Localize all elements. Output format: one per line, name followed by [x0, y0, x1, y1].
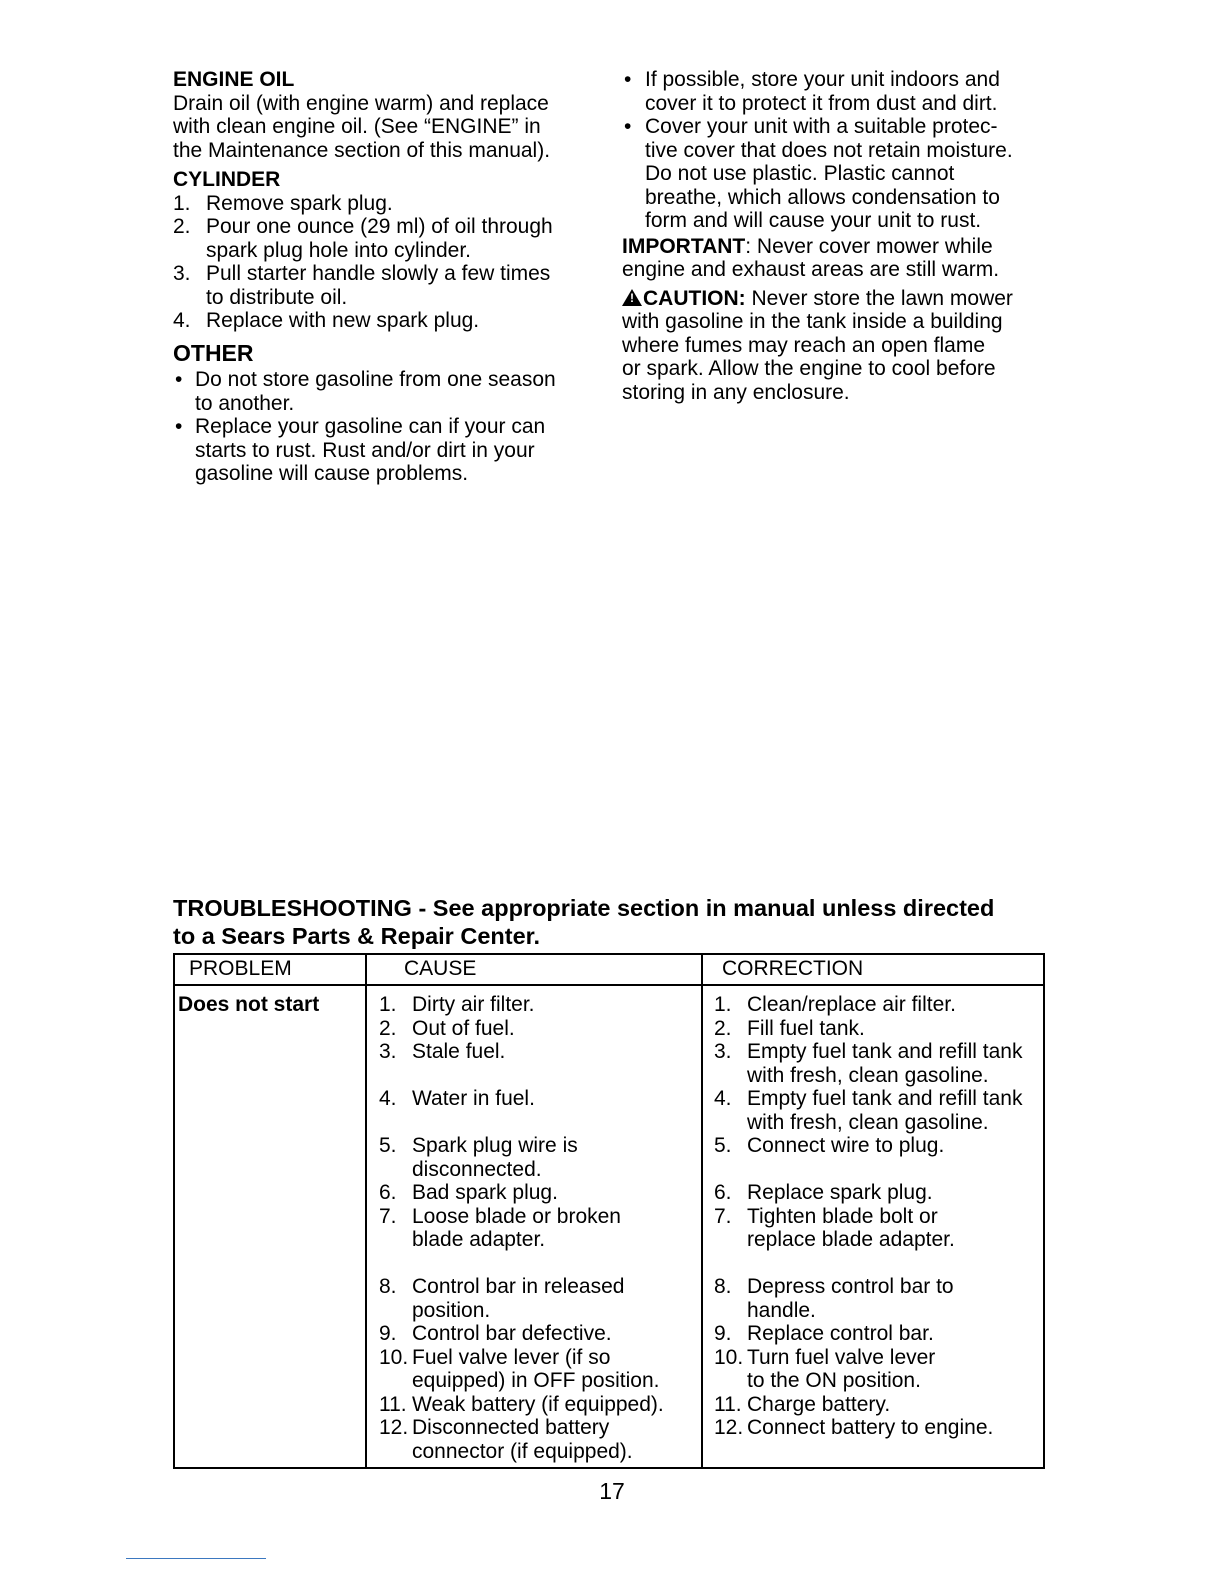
correction-item: 12. Connect battery to engine. [714, 1416, 994, 1439]
cylinder-step: 1. Remove spark plug. [173, 191, 393, 215]
column-divider [365, 955, 367, 1467]
cause-item: 5. Spark plug wire is disconnected. [379, 1134, 578, 1181]
engine-oil-text: Drain oil (with engine warm) and replace with clean engine oil. (See “ENGINE” in the Maintenance section of this manual). [173, 91, 551, 162]
cause-item: 7. Loose blade or broken blade adapter. [379, 1204, 621, 1251]
correction-item: 4. Empty fuel tank and refill tank with fresh, clean gasoline. [714, 1087, 1023, 1134]
cause-item: 10. Fuel valve lever (if so equipped) in OFF position. [379, 1345, 660, 1392]
problem-cell: Does not start [178, 993, 320, 1016]
right-column [622, 68, 1062, 404]
important-note: IMPORTANT: Never cover mower while engine and exhaust areas are still warm. [622, 234, 1000, 281]
cause-item: 11. Weak battery (if equipped). [379, 1392, 664, 1416]
cause-item: 8. Control bar in released position. [379, 1275, 625, 1322]
cylinder-step: 4. Replace with new spark plug. [173, 309, 480, 332]
storage-bullet: • Cover your unit with a suitable protec- tive cover that does not retain moisture. Do not use plastic. Plastic cannot breathe, which allows condensation to form and will cause your unit to rust. [624, 115, 1013, 232]
correction-item: 7. Tighten blade bolt or replace blade adapter. [714, 1204, 955, 1251]
correction-item: 3. Empty fuel tank and refill tank with fresh, clean gasoline. [714, 1040, 1023, 1087]
correction-item: 5. Connect wire to plug. [714, 1134, 945, 1157]
correction-item: 11. Charge battery. [714, 1392, 891, 1416]
header-problem: PROBLEM [189, 957, 292, 980]
header-correction: CORRECTION [722, 957, 864, 980]
other-bullet: • Replace your gasoline can if your can starts to rust. Rust and/or dirt in your gasoline will cause problems. [175, 415, 546, 485]
other-heading: OTHER [173, 339, 254, 366]
footer-rule [126, 1558, 266, 1559]
cause-item: 2. Out of fuel. [379, 1016, 515, 1040]
cylinder-heading: CYLINDER [173, 168, 281, 191]
troubleshooting-table [173, 953, 1045, 1469]
correction-item: 10. Turn fuel valve lever to the ON position. [714, 1345, 936, 1392]
cause-item: 6. Bad spark plug. [379, 1181, 558, 1204]
cause-item: 12. Disconnected battery connector (if equipped). [379, 1416, 633, 1463]
page-number: 17 [599, 1478, 625, 1504]
cause-item: 9. Control bar defective. [379, 1322, 612, 1345]
correction-item: 2. Fill fuel tank. [714, 1016, 865, 1040]
storage-bullet: • If possible, store your unit indoors and cover it to protect it from dust and dirt. [624, 68, 1000, 115]
cause-column [379, 993, 699, 1463]
correction-item: 9. Replace control bar. [714, 1322, 934, 1345]
left-column [173, 68, 593, 486]
correction-item: 6. Replace spark plug. [714, 1181, 933, 1204]
caution-note: !CAUTION: Never store the lawn mower with gasoline in the tank inside a building where fumes may reach an open flame or spark. Allow the engine to cool before storing in any enclosure. [622, 287, 1062, 405]
correction-column [714, 993, 1044, 1463]
cylinder-step: 2. Pour one ounce (29 ml) of oil through spark plug hole into cylinder. [173, 215, 553, 262]
cause-item: 3. Stale fuel. [379, 1040, 506, 1063]
troubleshooting-title: TROUBLESHOOTING - See appropriate section in manual unless directed to a Sears Parts & Repair Center. [173, 895, 995, 949]
header-divider [175, 984, 1043, 986]
cause-item: 4. Water in fuel. [379, 1087, 535, 1110]
correction-item: 8. Depress control bar to handle. [714, 1275, 954, 1322]
other-bullet: • Do not store gasoline from one season to another. [175, 368, 556, 415]
correction-item: 1. Clean/replace air filter. [714, 993, 956, 1016]
cylinder-step: 3. Pull starter handle slowly a few times to distribute oil. [173, 262, 551, 309]
engine-oil-heading: ENGINE OIL [173, 68, 295, 91]
header-cause: CAUSE [404, 957, 477, 980]
warning-triangle-icon [622, 289, 642, 306]
cause-item: 1. Dirty air filter. [379, 993, 535, 1016]
